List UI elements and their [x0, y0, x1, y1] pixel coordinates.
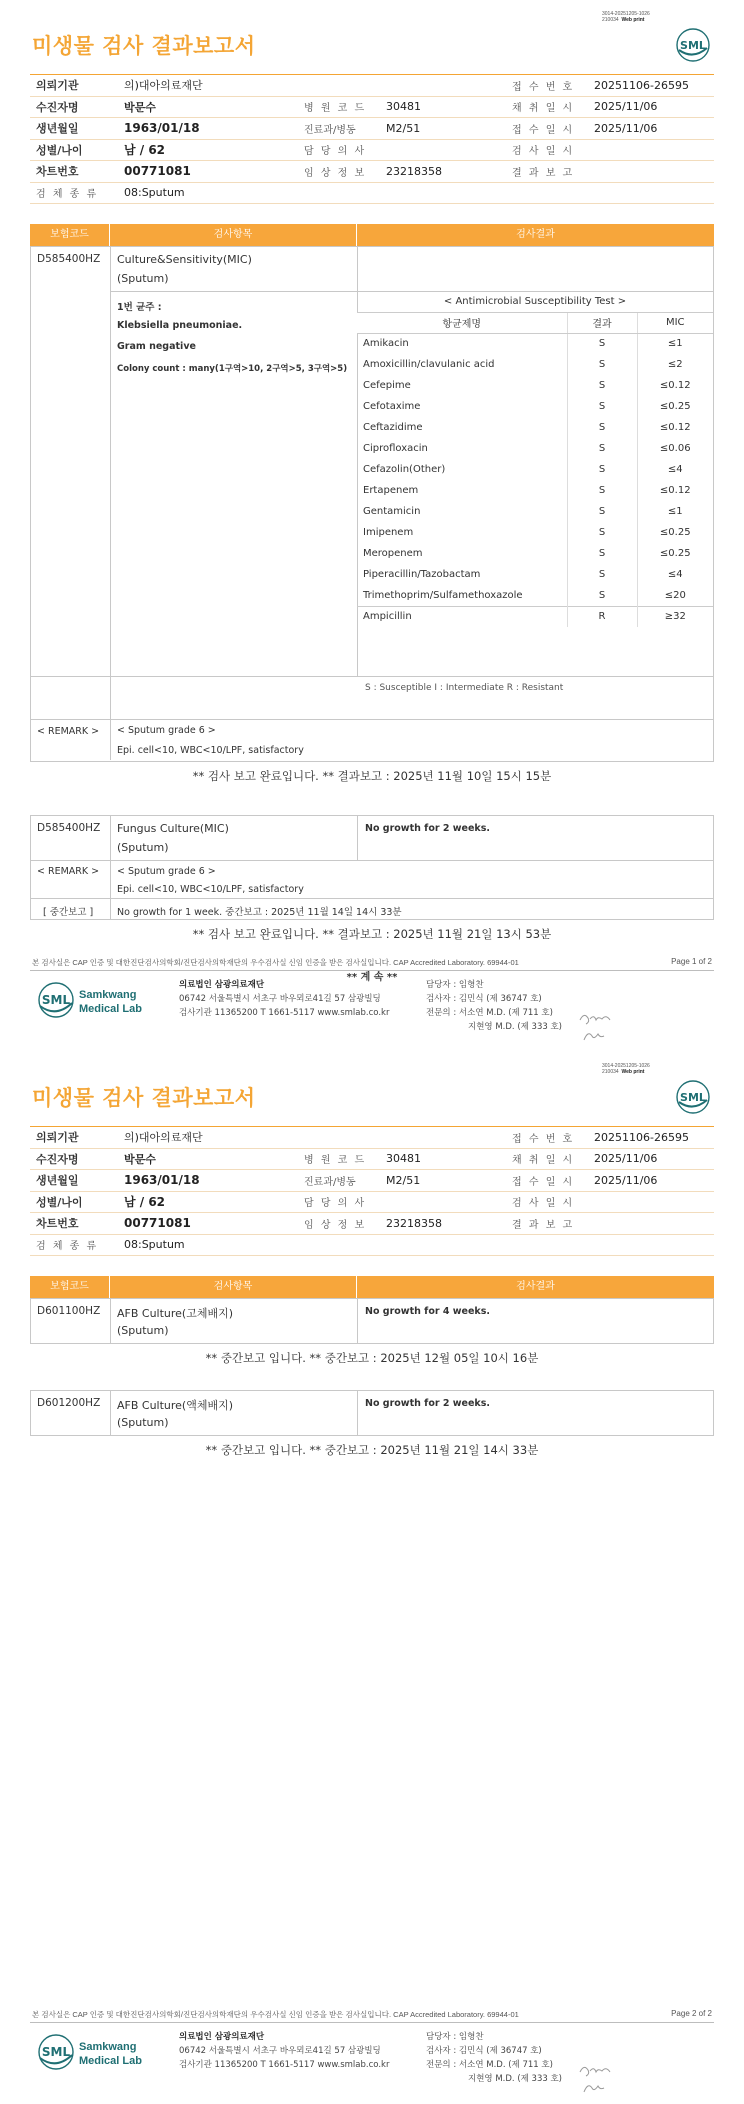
afb-liquid-specimen: (Sputum) — [117, 1416, 169, 1429]
ast-mic: ≤4 — [637, 459, 713, 480]
label-sexage: 성별/나이 — [30, 139, 118, 161]
result-header — [30, 224, 714, 246]
page-number: Page 1 of 2 — [671, 957, 712, 966]
ast-res: S — [567, 501, 637, 522]
ast-row — [357, 417, 713, 438]
col-drug: 항균제명 — [357, 312, 567, 333]
ast-drug: Cefepime — [363, 380, 411, 391]
report-page-2 — [0, 1052, 744, 2104]
afb-solid-block — [30, 1298, 714, 1344]
lab-address: 의료법인 삼광의료재단 06742 서울특별시 서초구 바우뫼로41길 57 삼광빌딩 검사기관 11365200 T 1661-5117 www.smlab.co.kr — [179, 980, 390, 1018]
culture-remark-block — [30, 720, 714, 762]
svg-text:Samkwang: Samkwang — [79, 989, 137, 1001]
header-code: 보험코드 — [30, 224, 110, 246]
value-birth: 1963/01/18 — [118, 118, 298, 140]
ast-res: S — [567, 333, 637, 354]
afb-liquid-item: AFB Culture(액체배지) — [117, 1399, 234, 1412]
culture-item: Culture&Sensitivity(MIC) — [117, 253, 252, 266]
value-receive: 2025/11/06 — [588, 118, 714, 140]
ast-mic: ≤0.12 — [637, 417, 713, 438]
signature-icon — [578, 2062, 614, 2096]
ast-mic: ≤0.06 — [637, 438, 713, 459]
ast-row — [357, 459, 713, 480]
ast-table — [357, 291, 713, 627]
value-test-date — [588, 139, 714, 161]
ast-row-extra: Ampicillin R ≥32 — [357, 606, 713, 627]
organism-number: 1번 균주 : — [117, 302, 162, 313]
remark-label: < REMARK > — [37, 726, 100, 737]
lab-staff: 담당자 : 임형찬 검사자 : 김민식 (제 36747 호) 전문의 : 서소연 M.D. (제 711 호) 지현영 M.D. (제 333 호) — [426, 2032, 563, 2084]
value-dept: M2/51 — [380, 118, 506, 140]
ast-drug: Ertapenem — [363, 485, 419, 496]
fungus-item: Fungus Culture(MIC) — [117, 822, 229, 835]
afb-solid-result: No growth for 4 weeks. — [365, 1306, 490, 1317]
afb-solid-code: D601100HZ — [37, 1305, 101, 1317]
page-number: Page 2 of 2 — [671, 2009, 712, 2018]
value-clinical: 23218358 — [380, 161, 506, 183]
svg-text:SML: SML — [680, 39, 706, 52]
label-chart: 차트번호 — [30, 161, 118, 183]
ast-drug: Amikacin — [363, 338, 409, 350]
ast-row — [357, 354, 713, 375]
ast-row — [357, 396, 713, 417]
ast-mic: ≤20 — [637, 585, 713, 606]
afb-solid-item: AFB Culture(고체배지) — [117, 1307, 234, 1320]
value-collect: 2025/11/06 — [588, 96, 714, 118]
ast-row — [357, 543, 713, 564]
culture-specimen: (Sputum) — [117, 272, 169, 285]
ast-row — [357, 501, 713, 522]
ast-mic: ≤0.25 — [637, 543, 713, 564]
lab-staff: 담당자 : 임형찬 검사자 : 김민식 (제 36747 호) 전문의 : 서소연 M.D. (제 711 호) 지현영 M.D. (제 333 호) — [426, 980, 563, 1032]
gram-stain: Gram negative — [117, 341, 196, 352]
sml-logo-icon — [674, 26, 712, 64]
ast-row — [357, 375, 713, 396]
accreditation-note: 본 검사실은 CAP 인증 및 대한진단검사의학회/진단검사의학재단의 우수검사실 신임 인증을 받은 검사실입니다. CAP Accredited Laboratory. 69944-01 — [32, 2010, 519, 2019]
svg-text:Samkwang: Samkwang — [79, 2041, 137, 2053]
label-birth: 생년월일 — [30, 118, 118, 140]
value-institution: 의)대아의료재단 — [118, 75, 506, 97]
ast-drug: Ceftazidime — [363, 422, 423, 433]
remark-line-2: Epi. cell<10, WBC<10/LPF, satisfactory — [117, 745, 304, 756]
lab-address: 의료법인 삼광의료재단 06742 서울특별시 서초구 바우뫼로41길 57 삼광빌딩 검사기관 11365200 T 1661-5117 www.smlab.co.kr — [179, 2032, 390, 2070]
ast-mic: ≤0.25 — [637, 522, 713, 543]
afb-solid-status: ** 중간보고 입니다. ** 중간보고 : 2025년 12월 05일 10시 16분 — [205, 1351, 539, 1365]
label-institution: 의뢰기관 — [30, 75, 118, 97]
ast-drug: Piperacillin/Tazobactam — [363, 569, 481, 580]
interim-label: [ 중간보고 ] — [43, 907, 94, 918]
svg-text:SML: SML — [41, 2045, 71, 2059]
fungus-report-status: ** 검사 보고 완료입니다. ** 결과보고 : 2025년 11월 21일 13시 53분 — [192, 927, 552, 941]
ast-drug: Cefotaxime — [363, 401, 421, 412]
svg-text:Medical Lab: Medical Lab — [79, 2055, 142, 2067]
label-specimen: 검 체 종 류 — [30, 182, 118, 204]
value-hospcode: 30481 — [380, 96, 506, 118]
afb-liquid-status: ** 중간보고 입니다. ** 중간보고 : 2025년 11월 21일 14시 33분 — [205, 1443, 539, 1457]
culture-report-status: ** 검사 보고 완료입니다. ** 결과보고 : 2025년 11월 10일 15시 15분 — [192, 769, 552, 783]
document-title: 미생물 검사 결과보고서 — [32, 1086, 256, 1110]
ast-mic: ≤4 — [637, 564, 713, 585]
ast-drug: Imipenem — [363, 527, 414, 538]
header-result: 검사결과 — [516, 229, 555, 240]
accreditation-note: 본 검사실은 CAP 인증 및 대한진단검사의학회/진단검사의학재단의 우수검사실 신임 인증을 받은 검사실입니다. CAP Accredited Laboratory. 69944-01 — [32, 958, 519, 967]
ast-row — [357, 333, 713, 354]
fungus-remark-label: < REMARK > — [37, 866, 100, 877]
afb-liquid-code: D601200HZ — [37, 1397, 101, 1409]
value-chart: 00771081 — [118, 161, 298, 183]
label-test-date: 검 사 일 시 — [506, 139, 588, 161]
continued-marker: ** 계 속 ** — [346, 972, 398, 983]
fungus-result-block — [30, 815, 714, 920]
patient-info-table: 의뢰기관 의)대아의료재단 접 수 번 호 20251106-26595 수진자명 박문수 병 원 코 드 30481 채 취 일 시 2025/11/06 생년월일 1963/01/18 진료과/병동 M2/51 접 수 일 시 2025/11/06 성별/나이 남 / 62 담 당 의 사 검 사 일 시 차트번호 00771081 임 상 정 보 23218358 결 과 보 고 검 체 종 류 08:Sputum — [30, 1126, 714, 1256]
ast-res: S — [567, 354, 637, 375]
svg-text:Medical Lab: Medical Lab — [79, 1003, 142, 1015]
colony-count: Colony count : many(1구역>10, 2구역>5, 3구역>5) — [117, 364, 348, 374]
ast-res: S — [567, 438, 637, 459]
signature-icon — [578, 1010, 614, 1044]
samkwang-logo-icon — [36, 2032, 156, 2072]
value-specimen: 08:Sputum — [118, 182, 714, 204]
remark-line-1: < Sputum grade 6 > — [117, 725, 216, 736]
ast-mic: ≤0.12 — [637, 480, 713, 501]
value-accession: 20251106-26595 — [588, 75, 714, 97]
label-report: 결 과 보 고 — [506, 161, 588, 183]
label-collect: 채 취 일 시 — [506, 96, 588, 118]
afb-solid-specimen: (Sputum) — [117, 1324, 169, 1337]
afb-liquid-result: No growth for 2 weeks. — [365, 1398, 490, 1409]
print-code: 3014-20251205-1026 210034 Web print — [602, 1063, 650, 1075]
value-name: 박문수 — [118, 96, 298, 118]
ast-row — [357, 585, 713, 606]
samkwang-logo-icon — [36, 980, 156, 1020]
fungus-remark-line-1: < Sputum grade 6 > — [117, 866, 216, 877]
ast-mic: ≤1 — [637, 501, 713, 522]
ast-row — [357, 564, 713, 585]
ast-row — [357, 438, 713, 459]
culture-code: D585400HZ — [37, 253, 101, 265]
label-hospcode: 병 원 코 드 — [298, 96, 380, 118]
ast-res: S — [567, 396, 637, 417]
ast-row — [357, 522, 713, 543]
ast-res: S — [567, 480, 637, 501]
fungus-code: D585400HZ — [37, 822, 101, 834]
result-header: 보험코드 검사항목 검사결과 — [30, 1276, 714, 1298]
document-title: 미생물 검사 결과보고서 — [32, 34, 256, 58]
organism-name: Klebsiella pneumoniae. — [117, 320, 243, 331]
ast-res: S — [567, 459, 637, 480]
col-result: 결과 — [567, 312, 637, 333]
susceptibility-legend: S : Susceptible I : Intermediate R : Resistant — [365, 683, 564, 693]
ast-res: S — [567, 585, 637, 606]
ast-drug: Trimethoprim/Sulfamethoxazole — [363, 589, 523, 601]
ast-mic: ≤2 — [637, 354, 713, 375]
ast-res: S — [567, 522, 637, 543]
ast-drug: Cefazolin(Other) — [363, 464, 446, 475]
label-clinical: 임 상 정 보 — [298, 161, 380, 183]
ast-res: S — [567, 564, 637, 585]
patient-info-table — [30, 74, 714, 204]
ast-res: S — [567, 543, 637, 564]
print-code: 3014-20251205-1026 210034 Web print — [602, 11, 650, 23]
value-sexage: 남 / 62 — [118, 139, 298, 161]
fungus-remark-line-2: Epi. cell<10, WBC<10/LPF, satisfactory — [117, 884, 304, 895]
label-receive: 접 수 일 시 — [506, 118, 588, 140]
label-accession: 접 수 번 호 — [506, 75, 588, 97]
label-doctor: 담 당 의 사 — [298, 139, 380, 161]
header-item: 검사항목 — [110, 224, 357, 246]
ast-mic: ≤1 — [637, 333, 713, 354]
label-dept: 진료과/병동 — [298, 118, 380, 140]
ast-res: S — [567, 375, 637, 396]
ast-drug: Gentamicin — [363, 506, 421, 517]
svg-text:SML: SML — [41, 993, 71, 1007]
ast-drug: Ciprofloxacin — [363, 443, 428, 454]
ast-res: S — [567, 417, 637, 438]
svg-text:SML: SML — [680, 1091, 706, 1104]
fungus-result: No growth for 2 weeks. — [365, 823, 490, 834]
sml-logo-icon — [674, 1078, 712, 1116]
value-report — [588, 161, 714, 183]
ast-mic: ≤0.25 — [637, 396, 713, 417]
ast-mic: ≤0.12 — [637, 375, 713, 396]
label-name: 수진자명 — [30, 96, 118, 118]
fungus-specimen: (Sputum) — [117, 841, 169, 854]
col-mic: MIC — [637, 312, 713, 333]
afb-liquid-block — [30, 1390, 714, 1436]
ast-drug: Meropenem — [363, 548, 423, 559]
ast-drug: Amoxicillin/clavulanic acid — [363, 359, 495, 370]
ast-row — [357, 480, 713, 501]
interim-result: No growth for 1 week. 중간보고 : 2025년 11월 14일 14시 33분 — [117, 907, 402, 918]
ast-title: < Antimicrobial Susceptibility Test > — [357, 291, 713, 312]
value-doctor — [380, 139, 506, 161]
